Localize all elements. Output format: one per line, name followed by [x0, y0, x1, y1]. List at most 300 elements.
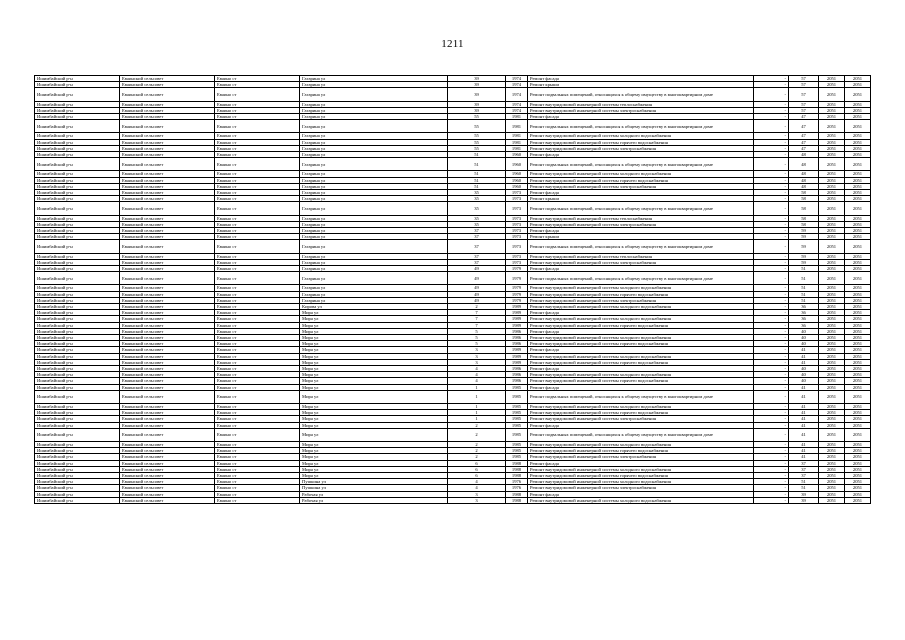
value-cell: 51 [789, 297, 819, 303]
value-cell: 41 [789, 390, 819, 403]
council-cell: Еваинский сельсовет [120, 353, 215, 359]
district-cell: Ишимбайский р-н [35, 139, 120, 145]
year-end-cell: 2051 [845, 378, 871, 384]
year-start-cell: 2051 [819, 479, 845, 485]
value-cell: 41 [789, 347, 819, 353]
house-number-cell: 2 [448, 422, 506, 428]
year-start-cell: 2051 [819, 410, 845, 416]
year-start-cell: 2051 [819, 266, 845, 272]
council-cell: Еваинский сельсовет [120, 133, 215, 139]
house-number-cell: 7 [448, 316, 506, 322]
year-built-cell: 1985 [506, 416, 528, 422]
year-end-cell: 2051 [845, 133, 871, 139]
year-start-cell: 2051 [819, 384, 845, 390]
street-cell: Мира ул [300, 322, 448, 328]
flag-cell: - [754, 107, 789, 113]
year-start-cell: 2051 [819, 448, 845, 454]
value-cell: 57 [789, 88, 819, 101]
settlement-cell: Еваино ст [215, 404, 300, 410]
settlement-cell: Еваино ст [215, 145, 300, 151]
street-cell: Мира ул [300, 390, 448, 403]
year-start-cell: 2051 [819, 120, 845, 133]
council-cell: Еваинский сельсовет [120, 152, 215, 158]
value-cell: 58 [789, 202, 819, 215]
council-cell: Еваинский сельсовет [120, 428, 215, 441]
year-start-cell: 2051 [819, 133, 845, 139]
settlement-cell: Еваино ст [215, 196, 300, 202]
year-built-cell: 1985 [506, 390, 528, 403]
council-cell: Еваинский сельсовет [120, 88, 215, 101]
flag-cell: - [754, 76, 789, 82]
year-built-cell: 1986 [506, 372, 528, 378]
district-cell: Ишимбайский р-н [35, 442, 120, 448]
work-type-cell: Ремонт внутридомовой инженерной системы горячего водоснабжения [528, 341, 754, 347]
flag-cell: - [754, 416, 789, 422]
settlement-cell: Еваино ст [215, 384, 300, 390]
year-end-cell: 2051 [845, 196, 871, 202]
settlement-cell: Еваино ст [215, 114, 300, 120]
house-number-cell: 55 [448, 114, 506, 120]
council-cell: Еваинский сельсовет [120, 416, 215, 422]
table-row [35, 240, 871, 253]
street-cell: Гагарина ул [300, 221, 448, 227]
settlement-cell: Еваино ст [215, 304, 300, 310]
value-cell: 58 [789, 215, 819, 221]
work-type-cell: Ремонт фасада [528, 366, 754, 372]
table-body [35, 76, 871, 504]
year-end-cell: 2051 [845, 114, 871, 120]
year-start-cell: 2051 [819, 454, 845, 460]
value-cell: 48 [789, 152, 819, 158]
flag-cell: - [754, 139, 789, 145]
house-number-cell: 1 [448, 404, 506, 410]
council-cell: Еваинский сельсовет [120, 485, 215, 491]
street-cell: Мира ул [300, 366, 448, 372]
year-built-cell: 1985 [506, 442, 528, 448]
council-cell: Еваинский сельсовет [120, 183, 215, 189]
street-cell: Мира ул [300, 347, 448, 353]
work-type-cell: Ремонт внутридомовой инженерной системы холодного водоснабжения [528, 442, 754, 448]
flag-cell: - [754, 359, 789, 365]
work-type-cell: Ремонт фасада [528, 152, 754, 158]
year-built-cell: 1989 [506, 322, 528, 328]
street-cell: Гагарина ул [300, 152, 448, 158]
street-cell: Мира ул [300, 372, 448, 378]
street-cell: Гагарина ул [300, 183, 448, 189]
street-cell: Рабочая ул [300, 491, 448, 497]
year-built-cell: 1960 [506, 171, 528, 177]
street-cell: Гагарина ул [300, 291, 448, 297]
year-built-cell: 1973 [506, 228, 528, 234]
work-type-cell: Ремонт внутридомовой инженерной системы холодного водоснабжения [528, 285, 754, 291]
year-end-cell: 2051 [845, 473, 871, 479]
flag-cell: - [754, 158, 789, 171]
year-start-cell: 2051 [819, 328, 845, 334]
year-end-cell: 2051 [845, 221, 871, 227]
year-end-cell: 2051 [845, 120, 871, 133]
district-cell: Ишимбайский р-н [35, 228, 120, 234]
work-type-cell: Ремонт внутридомовой инженерной системы электроснабжения [528, 454, 754, 460]
value-cell: 51 [789, 485, 819, 491]
year-end-cell: 2051 [845, 460, 871, 466]
settlement-cell: Еваино ст [215, 335, 300, 341]
council-cell: Еваинский сельсовет [120, 171, 215, 177]
street-cell: Гагарина ул [300, 76, 448, 82]
flag-cell: - [754, 390, 789, 403]
year-built-cell: 1979 [506, 285, 528, 291]
council-cell: Еваинский сельсовет [120, 202, 215, 215]
council-cell: Еваинский сельсовет [120, 76, 215, 82]
work-type-cell: Ремонт внутридомовой инженерной системы электроснабжения [528, 485, 754, 491]
flag-cell: - [754, 114, 789, 120]
page-number: 1211 [441, 38, 464, 50]
street-cell: Мира ул [300, 404, 448, 410]
street-cell: Мира ул [300, 353, 448, 359]
house-number-cell: 3 [448, 497, 506, 503]
year-built-cell: 1979 [506, 272, 528, 285]
flag-cell: - [754, 120, 789, 133]
council-cell: Еваинский сельсовет [120, 272, 215, 285]
street-cell: Гагарина ул [300, 114, 448, 120]
value-cell: 59 [789, 253, 819, 259]
house-number-cell: 5 [448, 328, 506, 334]
value-cell: 59 [789, 240, 819, 253]
value-cell: 36 [789, 310, 819, 316]
year-start-cell: 2051 [819, 114, 845, 120]
district-cell: Ишимбайский р-н [35, 215, 120, 221]
street-cell: Гагарина ул [300, 272, 448, 285]
value-cell: 41 [789, 442, 819, 448]
council-cell: Еваинский сельсовет [120, 322, 215, 328]
value-cell: 36 [789, 304, 819, 310]
year-start-cell: 2051 [819, 491, 845, 497]
district-cell: Ишимбайский р-н [35, 460, 120, 466]
street-cell: Мира ул [300, 310, 448, 316]
flag-cell: - [754, 322, 789, 328]
year-start-cell: 2051 [819, 404, 845, 410]
year-end-cell: 2051 [845, 145, 871, 151]
flag-cell: - [754, 297, 789, 303]
work-type-cell: Ремонт подвальных помещений, относящихся к общему имуществу в многоквартирном доме [528, 390, 754, 403]
district-cell: Ишимбайский р-н [35, 88, 120, 101]
work-type-cell: Ремонт внутридомовой инженерной системы горячего водоснабжения [528, 322, 754, 328]
district-cell: Ишимбайский р-н [35, 316, 120, 322]
value-cell: 41 [789, 359, 819, 365]
value-cell: 59 [789, 234, 819, 240]
year-end-cell: 2051 [845, 158, 871, 171]
flag-cell: - [754, 454, 789, 460]
work-type-cell: Ремонт внутридомовой инженерной системы электроснабжения [528, 221, 754, 227]
year-built-cell: 1973 [506, 259, 528, 265]
district-cell: Ишимбайский р-н [35, 372, 120, 378]
year-end-cell: 2051 [845, 428, 871, 441]
district-cell: Ишимбайский р-н [35, 114, 120, 120]
year-end-cell: 2051 [845, 353, 871, 359]
year-start-cell: 2051 [819, 316, 845, 322]
year-end-cell: 2051 [845, 152, 871, 158]
house-number-cell: 49 [448, 285, 506, 291]
year-start-cell: 2051 [819, 259, 845, 265]
district-cell: Ишимбайский р-н [35, 158, 120, 171]
flag-cell: - [754, 410, 789, 416]
work-type-cell: Ремонт внутридомовой инженерной системы холодного водоснабжения [528, 133, 754, 139]
year-end-cell: 2051 [845, 322, 871, 328]
settlement-cell: Еваино ст [215, 202, 300, 215]
value-cell: 41 [789, 404, 819, 410]
year-start-cell: 2051 [819, 390, 845, 403]
year-end-cell: 2051 [845, 497, 871, 503]
district-cell: Ишимбайский р-н [35, 454, 120, 460]
settlement-cell: Еваино ст [215, 341, 300, 347]
year-built-cell: 1985 [506, 384, 528, 390]
council-cell: Еваинский сельсовет [120, 497, 215, 503]
year-end-cell: 2051 [845, 372, 871, 378]
year-built-cell: 1973 [506, 240, 528, 253]
settlement-cell: Еваино ст [215, 285, 300, 291]
house-number-cell: 4 [448, 485, 506, 491]
street-cell: Мира ул [300, 473, 448, 479]
street-cell: Рабочая ул [300, 497, 448, 503]
street-cell: Гагарина ул [300, 107, 448, 113]
district-cell: Ишимбайский р-н [35, 291, 120, 297]
work-type-cell: Ремонт фасада [528, 190, 754, 196]
year-end-cell: 2051 [845, 234, 871, 240]
year-start-cell: 2051 [819, 485, 845, 491]
settlement-cell: Еваино ст [215, 448, 300, 454]
flag-cell: - [754, 497, 789, 503]
council-cell: Еваинский сельсовет [120, 473, 215, 479]
year-start-cell: 2051 [819, 442, 845, 448]
work-type-cell: Ремонт подвальных помещений, относящихся к общему имуществу в многоквартирном доме [528, 158, 754, 171]
district-cell: Ишимбайский р-н [35, 240, 120, 253]
street-cell: Гагарина ул [300, 266, 448, 272]
council-cell: Еваинский сельсовет [120, 304, 215, 310]
district-cell: Ишимбайский р-н [35, 353, 120, 359]
street-cell: Гагарина ул [300, 202, 448, 215]
work-type-cell: Ремонт фасада [528, 491, 754, 497]
settlement-cell: Еваино ст [215, 460, 300, 466]
council-cell: Еваинский сельсовет [120, 101, 215, 107]
settlement-cell: Еваино ст [215, 76, 300, 82]
settlement-cell: Еваино ст [215, 328, 300, 334]
street-cell: Гагарина ул [300, 297, 448, 303]
street-cell: Гагарина ул [300, 171, 448, 177]
value-cell: 48 [789, 183, 819, 189]
year-built-cell: 1981 [506, 139, 528, 145]
settlement-cell: Еваино ст [215, 171, 300, 177]
street-cell: Гагарина ул [300, 240, 448, 253]
value-cell: 51 [789, 272, 819, 285]
year-end-cell: 2051 [845, 291, 871, 297]
work-type-cell: Ремонт внутридомовой инженерной системы холодного водоснабжения [528, 497, 754, 503]
year-built-cell: 1973 [506, 221, 528, 227]
house-number-cell: 55 [448, 139, 506, 145]
settlement-cell: Еваино ст [215, 322, 300, 328]
year-built-cell: 1973 [506, 215, 528, 221]
district-cell: Ишимбайский р-н [35, 304, 120, 310]
year-start-cell: 2051 [819, 297, 845, 303]
flag-cell: - [754, 479, 789, 485]
flag-cell: - [754, 215, 789, 221]
house-number-cell: 35 [448, 190, 506, 196]
year-built-cell: 1986 [506, 341, 528, 347]
value-cell: 47 [789, 133, 819, 139]
year-start-cell: 2051 [819, 221, 845, 227]
year-start-cell: 2051 [819, 416, 845, 422]
year-built-cell: 1988 [506, 491, 528, 497]
district-cell: Ишимбайский р-н [35, 384, 120, 390]
street-cell: Гагарина ул [300, 120, 448, 133]
council-cell: Еваинский сельсовет [120, 228, 215, 234]
value-cell: 41 [789, 454, 819, 460]
year-end-cell: 2051 [845, 183, 871, 189]
year-start-cell: 2051 [819, 145, 845, 151]
year-start-cell: 2051 [819, 291, 845, 297]
year-end-cell: 2051 [845, 304, 871, 310]
council-cell: Еваинский сельсовет [120, 266, 215, 272]
settlement-cell: Еваино ст [215, 310, 300, 316]
repair-schedule-sheet [34, 75, 870, 504]
value-cell: 59 [789, 228, 819, 234]
house-number-cell: 4 [448, 378, 506, 384]
settlement-cell: Еваино ст [215, 272, 300, 285]
work-type-cell: Ремонт крыши [528, 82, 754, 88]
street-cell: Гагарина ул [300, 139, 448, 145]
settlement-cell: Еваино ст [215, 107, 300, 113]
year-start-cell: 2051 [819, 171, 845, 177]
district-cell: Ишимбайский р-н [35, 177, 120, 183]
year-start-cell: 2051 [819, 240, 845, 253]
table-row [35, 202, 871, 215]
settlement-cell: Еваино ст [215, 120, 300, 133]
year-start-cell: 2051 [819, 107, 845, 113]
flag-cell: - [754, 448, 789, 454]
year-built-cell: 1981 [506, 145, 528, 151]
year-start-cell: 2051 [819, 304, 845, 310]
house-number-cell: 39 [448, 76, 506, 82]
settlement-cell: Еваино ст [215, 485, 300, 491]
flag-cell: - [754, 240, 789, 253]
flag-cell: - [754, 177, 789, 183]
year-built-cell: 1988 [506, 497, 528, 503]
work-type-cell: Ремонт крыши [528, 196, 754, 202]
street-cell: Мира ул [300, 328, 448, 334]
work-type-cell: Ремонт внутридомовой инженерной системы электроснабжения [528, 297, 754, 303]
value-cell: 41 [789, 410, 819, 416]
year-end-cell: 2051 [845, 272, 871, 285]
flag-cell: - [754, 272, 789, 285]
work-type-cell: Ремонт фасада [528, 76, 754, 82]
work-type-cell: Ремонт фасада [528, 460, 754, 466]
year-built-cell: 1976 [506, 479, 528, 485]
flag-cell: - [754, 291, 789, 297]
value-cell: 57 [789, 76, 819, 82]
district-cell: Ишимбайский р-н [35, 107, 120, 113]
house-number-cell: 6 [448, 473, 506, 479]
house-number-cell: 49 [448, 297, 506, 303]
year-built-cell: 1981 [506, 120, 528, 133]
year-built-cell: 1985 [506, 428, 528, 441]
street-cell: Мира ул [300, 410, 448, 416]
year-built-cell: 1973 [506, 190, 528, 196]
year-end-cell: 2051 [845, 359, 871, 365]
settlement-cell: Еваино ст [215, 410, 300, 416]
work-type-cell: Ремонт фасада [528, 384, 754, 390]
year-start-cell: 2051 [819, 196, 845, 202]
value-cell: 47 [789, 145, 819, 151]
street-cell: Гагарина ул [300, 133, 448, 139]
council-cell: Еваинский сельсовет [120, 479, 215, 485]
district-cell: Ишимбайский р-н [35, 466, 120, 472]
council-cell: Еваинский сельсовет [120, 347, 215, 353]
year-end-cell: 2051 [845, 404, 871, 410]
council-cell: Еваинский сельсовет [120, 359, 215, 365]
settlement-cell: Еваино ст [215, 291, 300, 297]
flag-cell: - [754, 310, 789, 316]
council-cell: Еваинский сельсовет [120, 316, 215, 322]
house-number-cell: 51 [448, 158, 506, 171]
year-end-cell: 2051 [845, 448, 871, 454]
house-number-cell: 37 [448, 228, 506, 234]
district-cell: Ишимбайский р-н [35, 145, 120, 151]
work-type-cell: Ремонт фасада [528, 347, 754, 353]
year-built-cell: 1960 [506, 177, 528, 183]
district-cell: Ишимбайский р-н [35, 416, 120, 422]
street-cell: Гагарина ул [300, 88, 448, 101]
council-cell: Еваинский сельсовет [120, 259, 215, 265]
year-start-cell: 2051 [819, 353, 845, 359]
work-type-cell: Ремонт внутридомовой инженерной системы горячего водоснабжения [528, 473, 754, 479]
district-cell: Ишимбайский р-н [35, 259, 120, 265]
settlement-cell: Еваино ст [215, 491, 300, 497]
year-built-cell: 1989 [506, 316, 528, 322]
district-cell: Ишимбайский р-н [35, 266, 120, 272]
year-built-cell: 1985 [506, 422, 528, 428]
value-cell: 58 [789, 196, 819, 202]
council-cell: Еваинский сельсовет [120, 120, 215, 133]
year-end-cell: 2051 [845, 228, 871, 234]
council-cell: Еваинский сельсовет [120, 215, 215, 221]
year-end-cell: 2051 [845, 82, 871, 88]
value-cell: 51 [789, 285, 819, 291]
house-number-cell: 39 [448, 101, 506, 107]
council-cell: Еваинский сельсовет [120, 448, 215, 454]
house-number-cell: 37 [448, 259, 506, 265]
district-cell: Ишимбайский р-н [35, 253, 120, 259]
work-type-cell: Ремонт внутридомовой инженерной системы холодного водоснабжения [528, 316, 754, 322]
flag-cell: - [754, 253, 789, 259]
district-cell: Ишимбайский р-н [35, 310, 120, 316]
year-end-cell: 2051 [845, 88, 871, 101]
year-built-cell: 1989 [506, 353, 528, 359]
table-row [35, 158, 871, 171]
value-cell: 48 [789, 177, 819, 183]
settlement-cell: Еваино ст [215, 234, 300, 240]
council-cell: Еваинский сельсовет [120, 291, 215, 297]
year-built-cell: 1960 [506, 183, 528, 189]
settlement-cell: Еваино ст [215, 353, 300, 359]
year-built-cell: 1981 [506, 114, 528, 120]
house-number-cell: 7 [448, 310, 506, 316]
flag-cell: - [754, 190, 789, 196]
district-cell: Ишимбайский р-н [35, 196, 120, 202]
flag-cell: - [754, 152, 789, 158]
flag-cell: - [754, 316, 789, 322]
district-cell: Ишимбайский р-н [35, 404, 120, 410]
council-cell: Еваинский сельсовет [120, 328, 215, 334]
house-number-cell: 35 [448, 215, 506, 221]
street-cell: Пушкина ул [300, 485, 448, 491]
